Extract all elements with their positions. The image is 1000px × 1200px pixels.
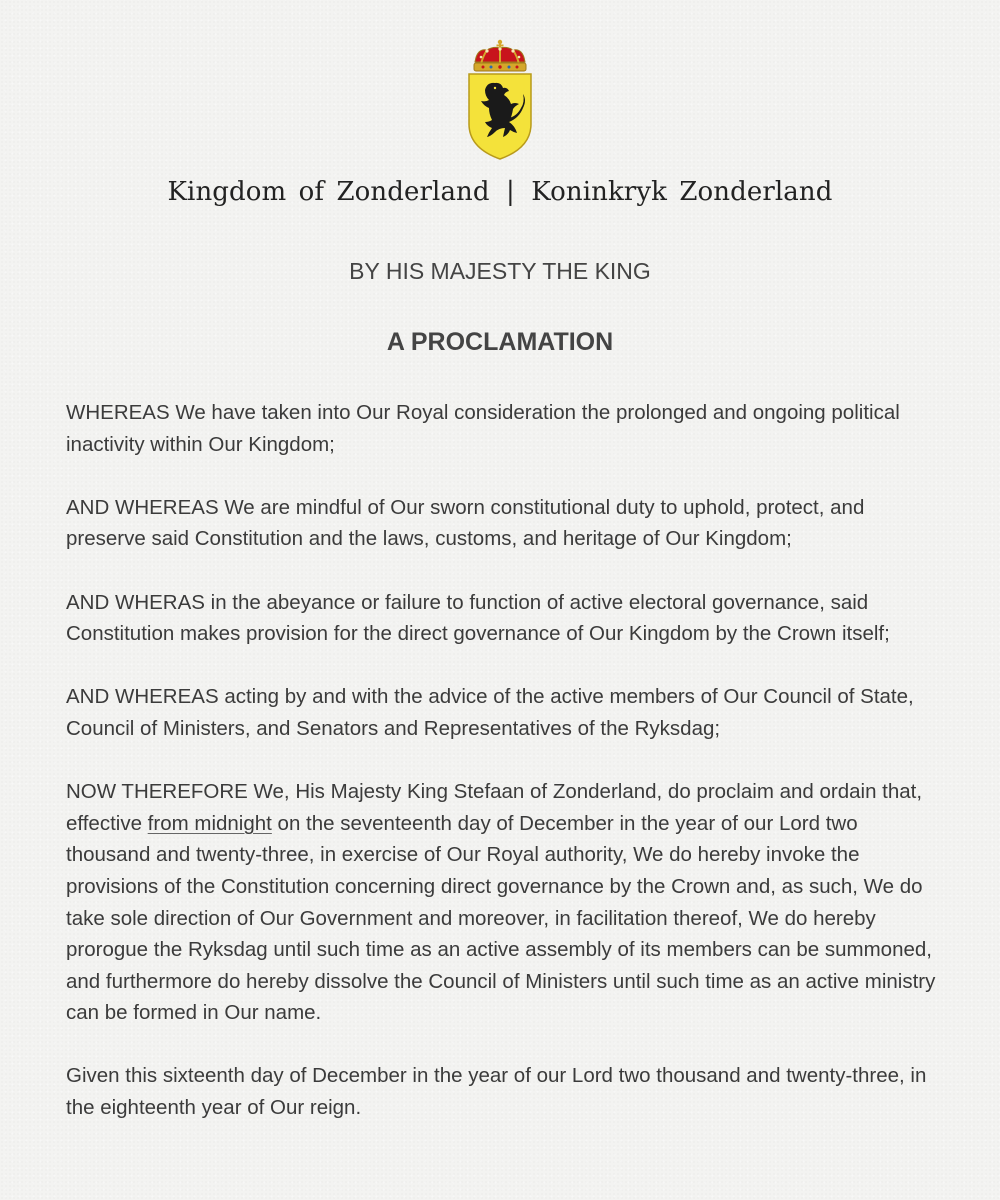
underlined-phrase: from midnight: [147, 811, 272, 835]
now-therefore-text-end: on the seventeenth day of December in the year of our Lord two thousand and twenty-three, in exercise of Our Royal authority, We do hereby invoke the provisions of the Constitution concerning direct governance by the Crown and, as such, We do take sole direction of Our Government and moreover, in facilitation thereof, We do hereby prorogue the Ryksdag until such time as an active assembly of its members can be summoned, and furthermore do hereby dissolve the Council of Ministers until such time as an active ministry can be formed in Our name.: [66, 811, 936, 1025]
now-therefore-text-start: NOW THEREFORE We, His Majesty King Stefaan of Zonderland, do proclaim and ordain that, effective: [66, 780, 923, 835]
by-line-heading: BY HIS MAJESTY THE KING: [349, 258, 651, 284]
proclamation-body: [66, 397, 946, 1124]
kingdom-title: [0, 177, 1000, 207]
title-separator: |: [506, 177, 515, 207]
whereas-paragraph-1: WHEREAS We have taken into Our Royal consideration the prolonged and ongoing political inactivity within Our Kingdom;: [66, 401, 900, 456]
proclamation-heading: A PROCLAMATION: [386, 328, 614, 356]
whereas-paragraph-4: AND WHEREAS acting by and with the advice of the active members of Our Council of State, Council of Ministers, and Senators and Representatives of the Ryksdag;: [66, 685, 914, 740]
whereas-paragraph-3: AND WHERAS in the abeyance or failure to function of active electoral governance, said Constitution makes provision for the direct governance of Our Kingdom by the Crown itself;: [66, 590, 890, 646]
whereas-paragraph-2: AND WHEREAS We are mindful of Our sworn constitutional duty to uphold, protect, and preserve said Constitution and the laws, customs, and heritage of Our Kingdom;: [66, 495, 865, 551]
kingdom-name-english: Kingdom of Zonderland: [167, 177, 490, 207]
now-therefore-paragraph: [66, 776, 946, 1029]
royal-crest-lion-icon: [465, 38, 535, 160]
given-paragraph: Given this sixteenth day of December in the year of our Lord two thousand and twenty-three, in the eighteenth year of Our reign.: [66, 1064, 927, 1120]
crown-icon: [474, 40, 526, 71]
kingdom-name-native: Koninkryk Zonderland: [531, 177, 833, 207]
